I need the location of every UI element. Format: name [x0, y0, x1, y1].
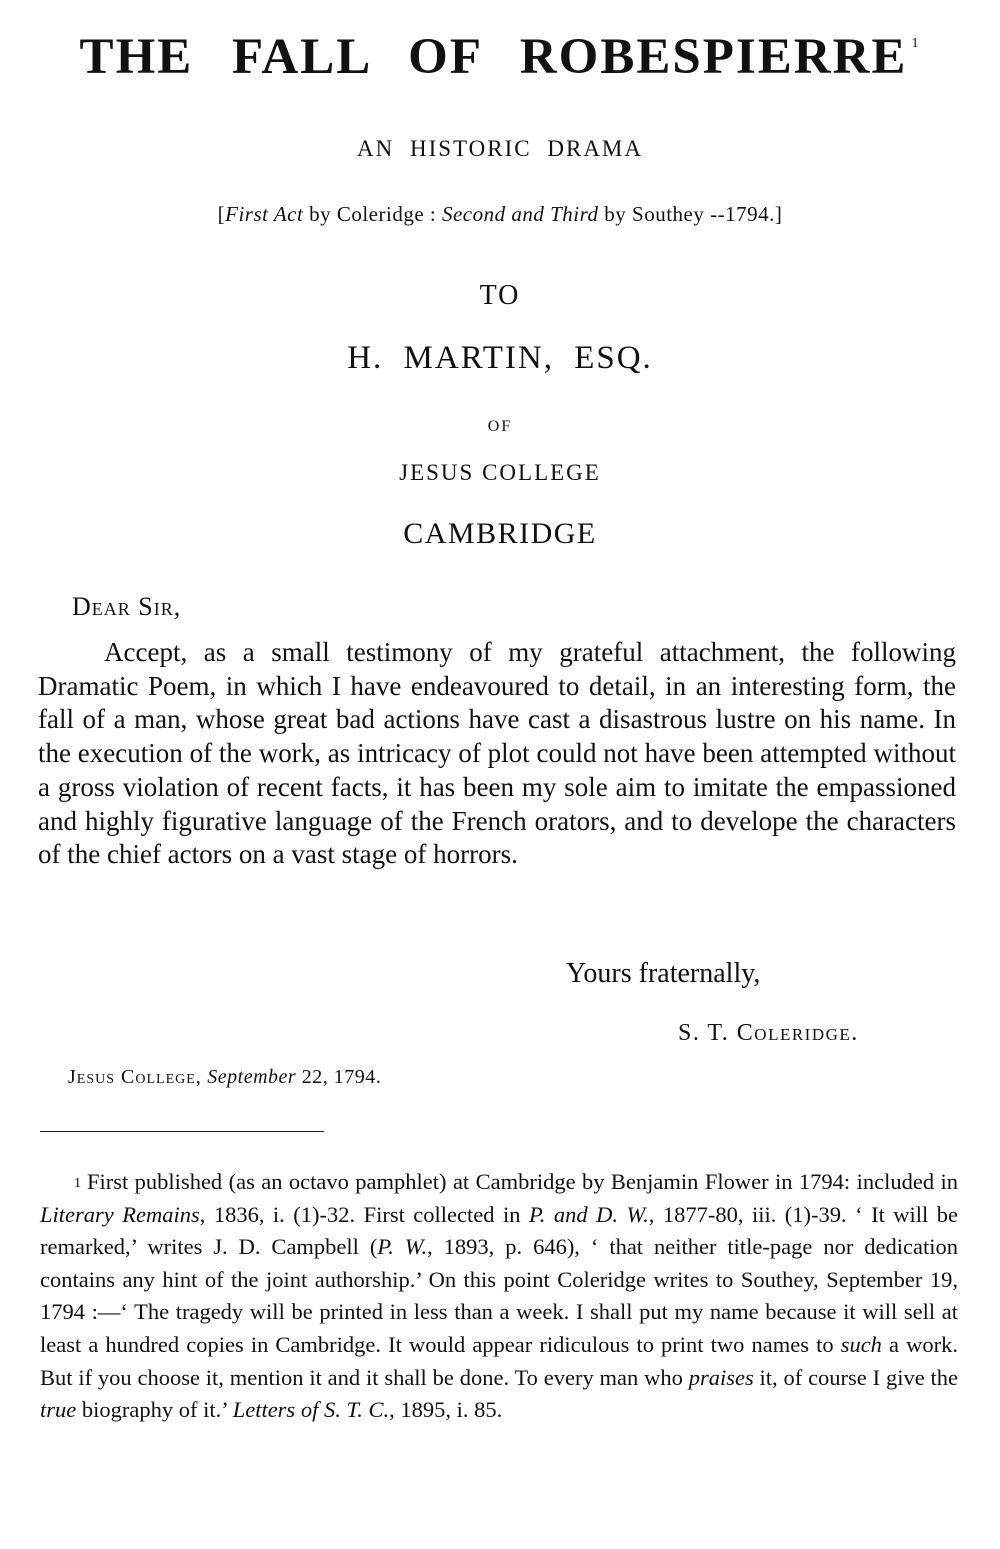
letter-signature: S. T. Coleridge. — [678, 1020, 859, 1046]
footnote-segment: P. W. — [377, 1234, 428, 1260]
dateline-month: September — [207, 1066, 297, 1088]
footnote-segment: , 1877-80, iii. (1)-39. ‘ It will be remarked,’ writes J. D. Campbell ( — [40, 1201, 958, 1260]
footnote-segment: Letters of S. T. C. — [232, 1397, 390, 1423]
footnote-segment: First published (as an octavo pamphlet) at Cambridge by Benjamin Flower in 1794: included in — [87, 1169, 958, 1194]
footnote-segment: a work. But if you choose it, mention it and it shall be done. To every man who — [40, 1331, 958, 1390]
page-title — [0, 28, 1000, 86]
footnote-segment: praises — [688, 1364, 754, 1390]
title-footnote-mark: 1 — [911, 36, 921, 51]
by-southey: by Southey --1794. — [598, 202, 775, 226]
footnote-segment: biography of it.’ — [76, 1397, 233, 1423]
letter-dateline — [68, 1066, 381, 1089]
footnote-divider — [40, 1131, 324, 1132]
dateline-place: Jesus College, — [68, 1066, 202, 1088]
authorship-note — [0, 202, 1000, 227]
footnote-segment: Literary Remains — [40, 1201, 200, 1227]
footnote-text — [40, 1169, 958, 1422]
subtitle: AN HISTORIC DRAMA — [357, 136, 643, 161]
bracket-close: ] — [774, 202, 783, 226]
dedicatee-college: JESUS COLLEGE — [399, 460, 601, 485]
bracket-open: [ — [217, 202, 226, 226]
footnote-segment: P. and D. W. — [528, 1201, 649, 1227]
dedicatee-name: H. MARTIN, ESQ. — [347, 340, 653, 376]
letter-body — [38, 636, 956, 872]
footnote-segment: true — [40, 1397, 77, 1423]
by-coleridge: by Coleridge : — [303, 202, 442, 226]
dedicatee-place: CAMBRIDGE — [403, 517, 597, 550]
footnote-segment: such — [840, 1331, 882, 1357]
footnote-segment: , 1836, i. (1)-32. First collected in — [199, 1201, 529, 1227]
footnote-segment: it, of course I give the — [753, 1364, 958, 1390]
second-third-label: Second and Third — [441, 202, 599, 226]
dedication-of: OF — [487, 418, 513, 435]
letter-closing: Yours fraternally, — [566, 958, 761, 989]
dateline-rest: 22, 1794. — [296, 1066, 382, 1088]
footnote-segment: , 1893, p. 646), ‘ that neither title-page nor dedication contains any hint of the joint authorship.’ On this point Coleridge writes to Southey, September 19, 1794 :—‘ The tragedy will be printed in less than a week. I shall put my name because it will sell at least a hundred copies in Cambridge. It would appear ridiculous to print two names to — [40, 1234, 958, 1357]
letter-salutation: Dear Sir, — [72, 592, 182, 621]
first-act-label: First Act — [225, 202, 304, 226]
title-text: THE FALL OF ROBESPIERRE — [79, 29, 908, 85]
letter-body-text: Accept, as a small testimony of my grateful attachment, the following Dramatic Poem, in which I have endeavoured to detail, in an interesting form, the fall of a man, whose great bad actions have cast a disastrous lustre on his name. In the execution of the work, as intricacy of plot could not have been attempted without a gross violation of recent facts, it has been my sole aim to imitate the empassioned and highly figurative language of the French orators, and to develope the characters of the chief actors on a vast stage of horrors. — [38, 637, 956, 870]
dedication-to: TO — [479, 280, 521, 311]
footnote-mark: 1 — [74, 1176, 81, 1191]
footnote-segment: , 1895, i. 85. — [389, 1397, 503, 1423]
footnote — [40, 1166, 958, 1427]
